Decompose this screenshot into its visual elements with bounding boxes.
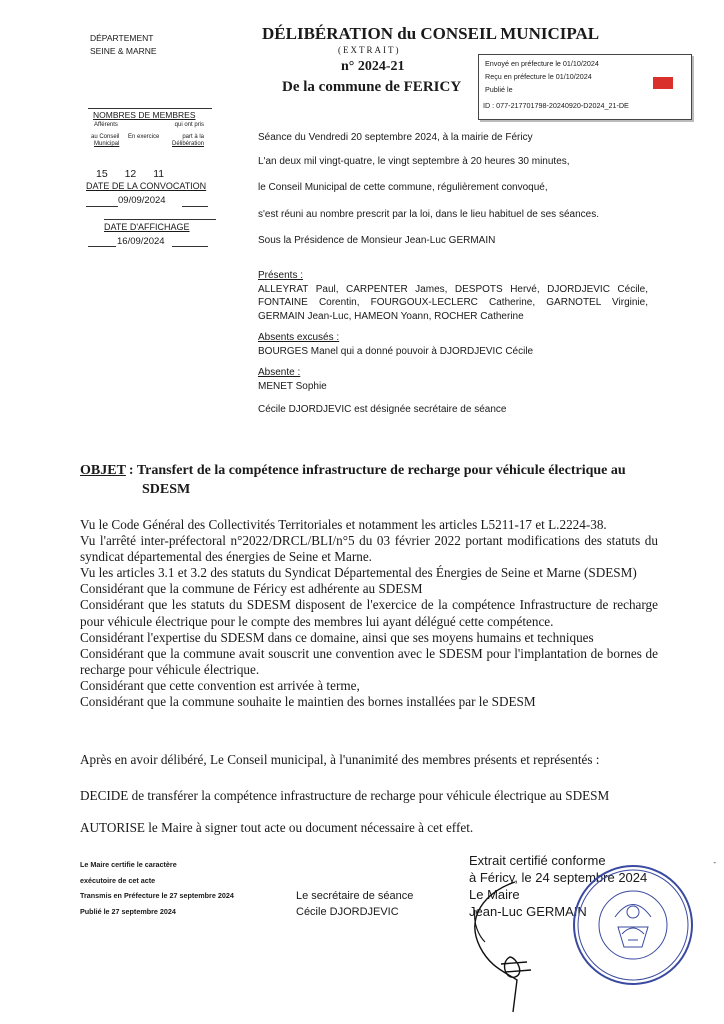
document-title: DÉLIBÉRATION du CONSEIL MUNICIPAL [262,24,600,43]
department-line-2: SEINE & MARNE [90,46,157,56]
department-line-1: DÉPARTEMENT [90,33,154,43]
absente-list: MENET Sophie [258,380,327,392]
objet-text-2: SDESM [142,482,191,497]
seance-line-5: Sous la Présidence de Monsieur Jean-Luc GERMAIN [258,235,496,246]
certification-block: Le Maire certifie le caractère exécutoire de cet acte Transmis en Préfecture le 27 septembre 2024 Publié le 27 septembre 2024 [80,860,234,916]
stamp-published: Publié le [485,85,513,94]
stamp-sent: Envoyé en préfecture le 01/10/2024 [485,59,599,68]
extrait-label: (EXTRAIT) [338,45,401,55]
stamp-id: ID : 077-217701798-20240920-D2024_21-DE [483,101,629,110]
berger-levrault-logo [653,77,673,89]
objet-text-1: : Transfert de la compétence infrastructure de recharge pour véhicule électrique au [128,463,626,478]
considerant-item: Considérant que la commune de Féricy est adhérente au SDESM [80,581,423,597]
affichage-date: 16/09/2024 [117,236,165,247]
members-col-2: En exercice [128,134,160,140]
extrait-conforme-block: Extrait certifié conforme à Féricy, le 24 septembre 2024 Le Maire Jean-Luc GERMAIN [469,853,648,919]
considerant-item: Considérant que cette convention est arrivée à terme, [80,677,360,693]
mairie-seal [570,862,696,988]
prefecture-stamp [478,54,692,120]
attendance-block [258,269,648,417]
decide-statement: DECIDE de transférer la compétence infrastructure de recharge pour véhicule électrique au SDESM [80,788,610,803]
convocation-label: DATE DE LA CONVOCATION [86,181,207,191]
excuses-list: BOURGES Manel qui a donné pouvoir à DJORDJEVIC Cécile [258,345,534,357]
considerant-item: Considérant que la commune avait souscrit une convention avec le SDESM pour l'implantation de bornes de recharge pour véhicule électrique. [80,645,658,677]
considerant-item: Vu le Code Général des Collectivités Territoriales et notamment les articles L5211-17 et L.2224-38. [80,517,607,532]
absente-label: Absente : [258,367,301,378]
seance-line-3: le Conseil Municipal de cette commune, régulièrement convoqué, [258,182,548,193]
considerant-item: Considérant que la commune souhaite le maintien des bornes installées par le SDESM [80,694,536,710]
secretaire-designation: Cécile DJORDJEVIC est désignée secrétaire de séance [258,404,507,415]
members-col-1: Afférents au Conseil Municipal [91,122,120,147]
considerant-item: Considérant que les statuts du SDESM disposent de l'exercice de la compétence Infrastructure de recharge pour véhicule électrique pour le compte des membres lui ayant délégué cette compétence. [80,597,658,629]
objet-label: OBJET [80,463,126,478]
considerant-item: Considérant l'expertise du SDESM dans ce domaine, ainsi que ses moyens humains et techniques [80,629,594,645]
margin-mark: - [713,858,716,867]
stamp-received: Reçu en préfecture le 01/10/2024 [485,72,592,81]
commune-name: De la commune de FERICY [282,79,462,95]
considerant-item: Vu l'arrêté inter-préfectoral n°2022/DRCL/BLI/n°5 du 03 février 2022 portant modifications des statuts du syndicat départemental des énergies de Seine et Marne. [80,533,658,565]
considerant-item: Vu les articles 3.1 et 3.2 des statuts du Syndicat Départemental des Énergies de Seine et Marne (SDESM) [80,565,637,581]
secretaire-signature-block: Le secrétaire de séance Cécile DJORDJEVIC [296,890,414,918]
excuses-label: Absents excusés : [258,332,340,343]
department-label [90,32,157,58]
seance-line-4: s'est réuni au nombre prescrit par la loi, dans le lieu habituel de ses séances. [258,209,599,220]
mayor-signature [455,862,575,1012]
members-heading: NOMBRES DE MEMBRES [93,110,196,120]
presents-label: Présents : [258,270,304,281]
deliberation-statement: Après en avoir délibéré, Le Conseil municipal, à l'unanimité des membres présents et représentés : [80,752,600,767]
considerants-block [80,517,658,710]
convocation-date: 09/09/2024 [118,195,166,206]
objet-heading [80,463,626,479]
affichage-label: DATE D'AFFICHAGE [104,222,190,232]
deliberation-number: n° 2024-21 [341,59,405,74]
members-values: 15 12 11 [96,168,165,180]
autorise-statement: AUTORISE le Maire à signer tout acte ou document nécessaire à cet effet. [80,820,474,835]
presents-list: ALLEYRAT Paul, CARPENTER James, DESPOTS Hervé, DJORDJEVIC Cécile, FONTAINE Corentin, FOURGOUX-LECLERC Catherine, GARNOTEL Virginie, GERMAIN Jean-Luc, HAMEON Yoann, ROCHER Catherine [258,283,648,322]
seance-line-2: L'an deux mil vingt-quatre, le vingt septembre à 20 heures 30 minutes, [258,156,570,167]
seance-line-1: Séance du Vendredi 20 septembre 2024, à la mairie de Féricy [258,132,533,143]
members-col-3: qui ont pris part à la Délibération [172,122,205,147]
